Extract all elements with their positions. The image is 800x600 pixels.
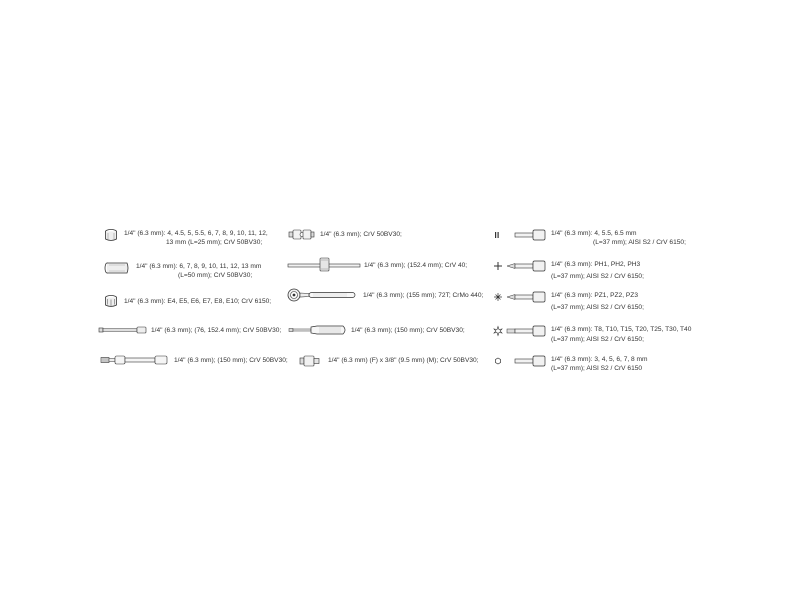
spec-text-line1: 1/4" (6.3 mm): 6, 7, 8, 9, 10, 11, 12, 13 mm	[136, 263, 262, 270]
spec-item-pozidriv-bits	[495, 291, 644, 312]
spec-text-line1: 1/4" (6.3 mm); (152.4 mm); CrV 40;	[364, 262, 468, 269]
spec-item-flat-bits	[495, 229, 686, 247]
spec-item-short-sockets	[104, 229, 268, 247]
spec-text-line1: 1/4" (6.3 mm); CrV 50BV30;	[320, 231, 402, 238]
universal-joint-icon	[289, 229, 315, 240]
spec-item-t-handle	[288, 258, 467, 272]
spec-text-line2: (L=37 mm); AISI S2 / CrV 6150;	[551, 273, 644, 280]
spec-item-screwdriver-handle	[289, 325, 465, 335]
spec-item-universal-joint	[289, 229, 402, 240]
screwdriver-handle-icon	[289, 325, 347, 335]
extension-bar-icon	[99, 326, 147, 334]
spec-item-ratchet	[287, 288, 483, 302]
spec-text-line1: 1/4" (6.3 mm): PZ1, PZ2, PZ3	[551, 292, 638, 299]
spec-item-flexible-extension	[101, 355, 288, 365]
spec-text-line2: (L=37 mm); AISI S2 / CrV 6150;	[551, 304, 644, 311]
spec-text-line1: 1/4" (6.3 mm): 3, 4, 5, 6, 7, 8 mm	[551, 356, 648, 363]
spec-item-hex-bits	[495, 355, 648, 373]
short-socket-icon	[104, 229, 118, 242]
spec-text-line1: 1/4" (6.3 mm): 4, 5.5, 6.5 mm	[551, 230, 637, 237]
spec-text-line1: 1/4" (6.3 mm): E4, E5, E6, E7, E8, E10; CrV 6150;	[124, 298, 272, 305]
spec-text-line1: 1/4" (6.3 mm): PH1, PH2, PH3	[551, 261, 641, 268]
torx-bit-socket-icon	[495, 325, 547, 337]
spec-text-line1: 1/4" (6.3 mm): 4, 4.5, 5, 5.5, 6, 7, 8, 9, 10, 11, 12,	[124, 230, 268, 237]
spec-item-torx-sockets	[104, 295, 271, 308]
spec-text-line2: (L=50 mm); CrV 50BV30;	[178, 272, 253, 279]
deep-socket-icon	[104, 262, 130, 274]
pozidriv-bit-socket-icon	[495, 291, 547, 303]
spec-item-adapter	[300, 355, 479, 367]
spec-text-line2: (L=37 mm); AISI S2 / CrV 6150;	[593, 239, 686, 246]
spec-text-line1: 1/4" (6.3 mm); (155 mm); 72T; CrMo 440;	[363, 292, 484, 299]
spec-item-phillips-bits	[495, 260, 644, 281]
spec-text-line1: 1/4" (6.3 mm); (150 mm); CrV 50BV30;	[351, 327, 465, 334]
spec-text-line1: 1/4" (6.3 mm) (F) x 3/8" (9.5 mm) (M); CrV 50BV30;	[328, 357, 479, 364]
spec-text-line2: (L=37 mm); AISI S2 / CrV 6150;	[551, 336, 644, 343]
t-handle-icon	[288, 258, 360, 272]
ratchet-icon	[287, 288, 357, 302]
phillips-bit-socket-icon	[495, 260, 547, 272]
spec-text-line1: 1/4" (6.3 mm); (150 mm); CrV 50BV30;	[174, 357, 288, 364]
flexible-extension-icon	[101, 355, 169, 365]
spec-item-extension-bars	[99, 326, 281, 335]
spec-item-deep-sockets	[104, 262, 261, 280]
hex-bit-socket-icon	[495, 355, 547, 367]
flat-bit-socket-icon	[495, 229, 547, 241]
adapter-icon	[300, 355, 320, 367]
spec-text-line2: (L=37 mm); AISI S2 / CrV 6150	[551, 365, 643, 372]
spec-item-torx-bits	[495, 325, 691, 344]
spec-text-line2: 13 mm (L=25 mm); CrV 50BV30;	[166, 239, 263, 246]
spec-text-line1: 1/4" (6.3 mm); (76, 152.4 mm); CrV 50BV30;	[151, 327, 282, 334]
spec-text-line1: 1/4" (6.3 mm): T8, T10, T15, T20, T25, T30, T40	[551, 326, 692, 333]
torx-socket-icon	[104, 295, 118, 308]
